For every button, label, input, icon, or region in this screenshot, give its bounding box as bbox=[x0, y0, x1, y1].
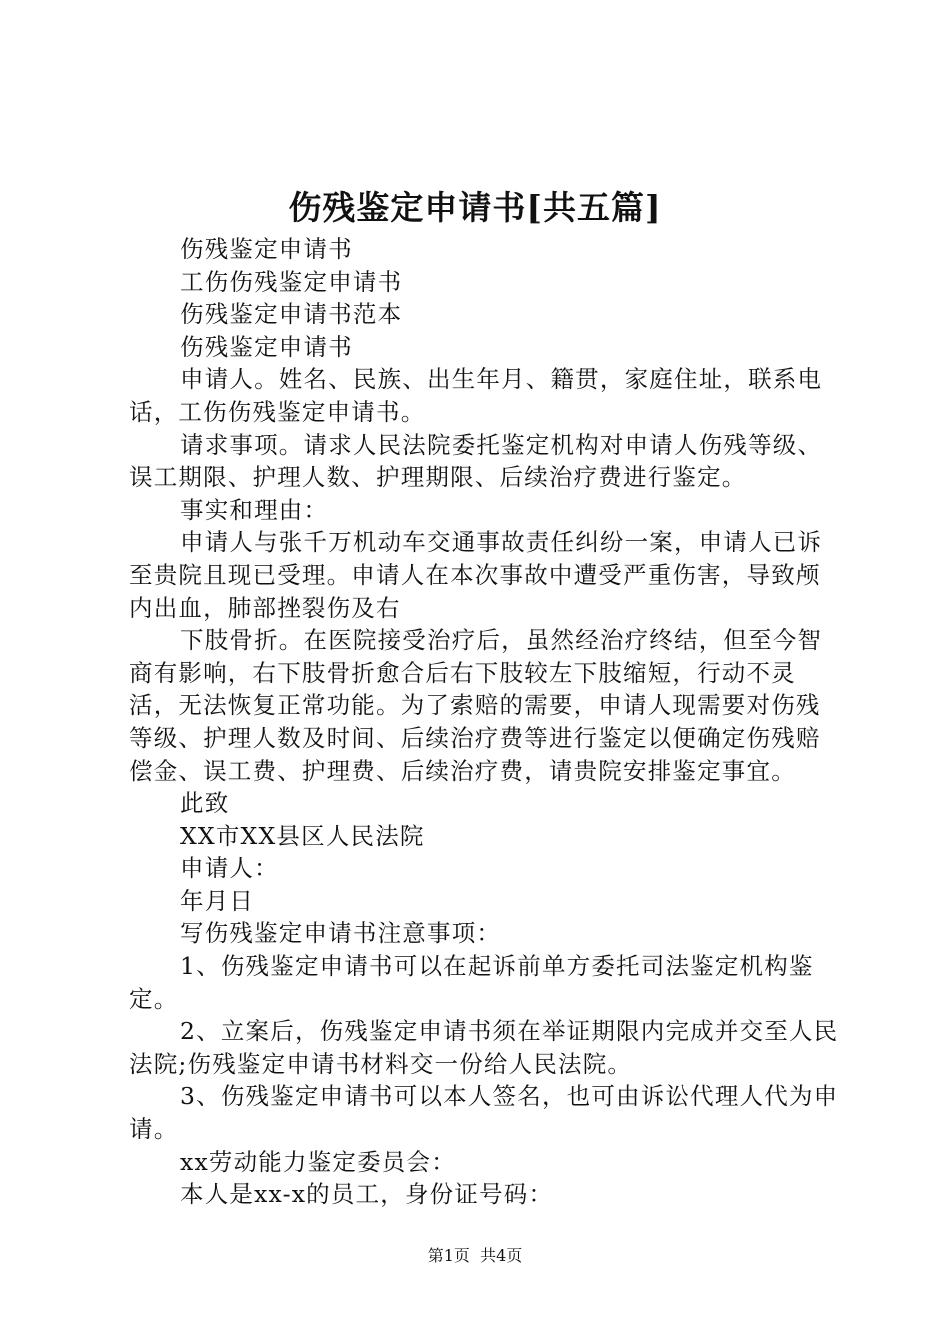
paragraph: 工伤伤残鉴定申请书 bbox=[180, 267, 403, 296]
paragraph: 此致 bbox=[180, 789, 230, 818]
paragraph: 伤残鉴定申请书 bbox=[180, 332, 353, 361]
paragraph: 伤残鉴定申请书 bbox=[180, 235, 353, 263]
paragraph: xx劳动能力鉴定委员会： bbox=[180, 1147, 456, 1176]
paragraph: 申请人与张千万机动车交通事故责任纠纷一案，申请人已诉至贵院且现已受理。申请人在本次事故中遭受严重伤害，导致颅内出血，肺部挫裂伤及右 bbox=[129, 528, 823, 622]
paragraph: XX市XX县区人民法院 bbox=[180, 821, 425, 850]
paragraph: 1、伤残鉴定申请书可以在起诉前单方委托司法鉴定机构鉴定。 bbox=[129, 952, 814, 1013]
document-body bbox=[129, 233, 839, 1211]
paragraph: 伤残鉴定申请书范本 bbox=[180, 300, 403, 329]
paragraph: 3、伤残鉴定申请书可以本人签名，也可由诉讼代理人代为申请。 bbox=[129, 1082, 839, 1144]
paragraph: 下肢骨折。在医院接受治疗后，虽然经治疗终结，但至今智商有影响，右下肢骨折愈合后右下肢较左下肢缩短，行动不灵活，无法恢复正常功能。为了索赔的需要，申请人现需要对伤残等级、护理人数及时间、后续治疗费等进行鉴定以便确定伤残赔偿金、误工费、护理费、后续治疗费，请贵院安排鉴定事宜。 bbox=[129, 626, 823, 785]
page-number-footer: 第1页 共4页 bbox=[427, 1246, 523, 1265]
paragraph: 事实和理由： bbox=[180, 495, 329, 524]
paragraph: 本人是xx-x的员工，身份证号码： bbox=[180, 1180, 554, 1209]
paragraph: 写伤残鉴定申请书注意事项： bbox=[180, 919, 502, 948]
paragraph: 年月日 bbox=[180, 886, 255, 915]
paragraph: 2、立案后，伤残鉴定申请书须在举证期限内完成并交至人民法院;伤残鉴定申请书材料交一份给人民法院。 bbox=[129, 1017, 839, 1078]
paragraph: 请求事项。请求人民法院委托鉴定机构对申请人伤残等级、误工期限、护理人数、护理期限、后续治疗费进行鉴定。 bbox=[129, 430, 823, 492]
document-title: 伤残鉴定申请书[共五篇] bbox=[288, 188, 662, 227]
paragraph: 申请人： bbox=[180, 854, 279, 883]
paragraph: 申请人。姓名、民族、出生年月、籍贯，家庭住址，联系电话，工伤伤残鉴定申请书。 bbox=[129, 365, 823, 426]
